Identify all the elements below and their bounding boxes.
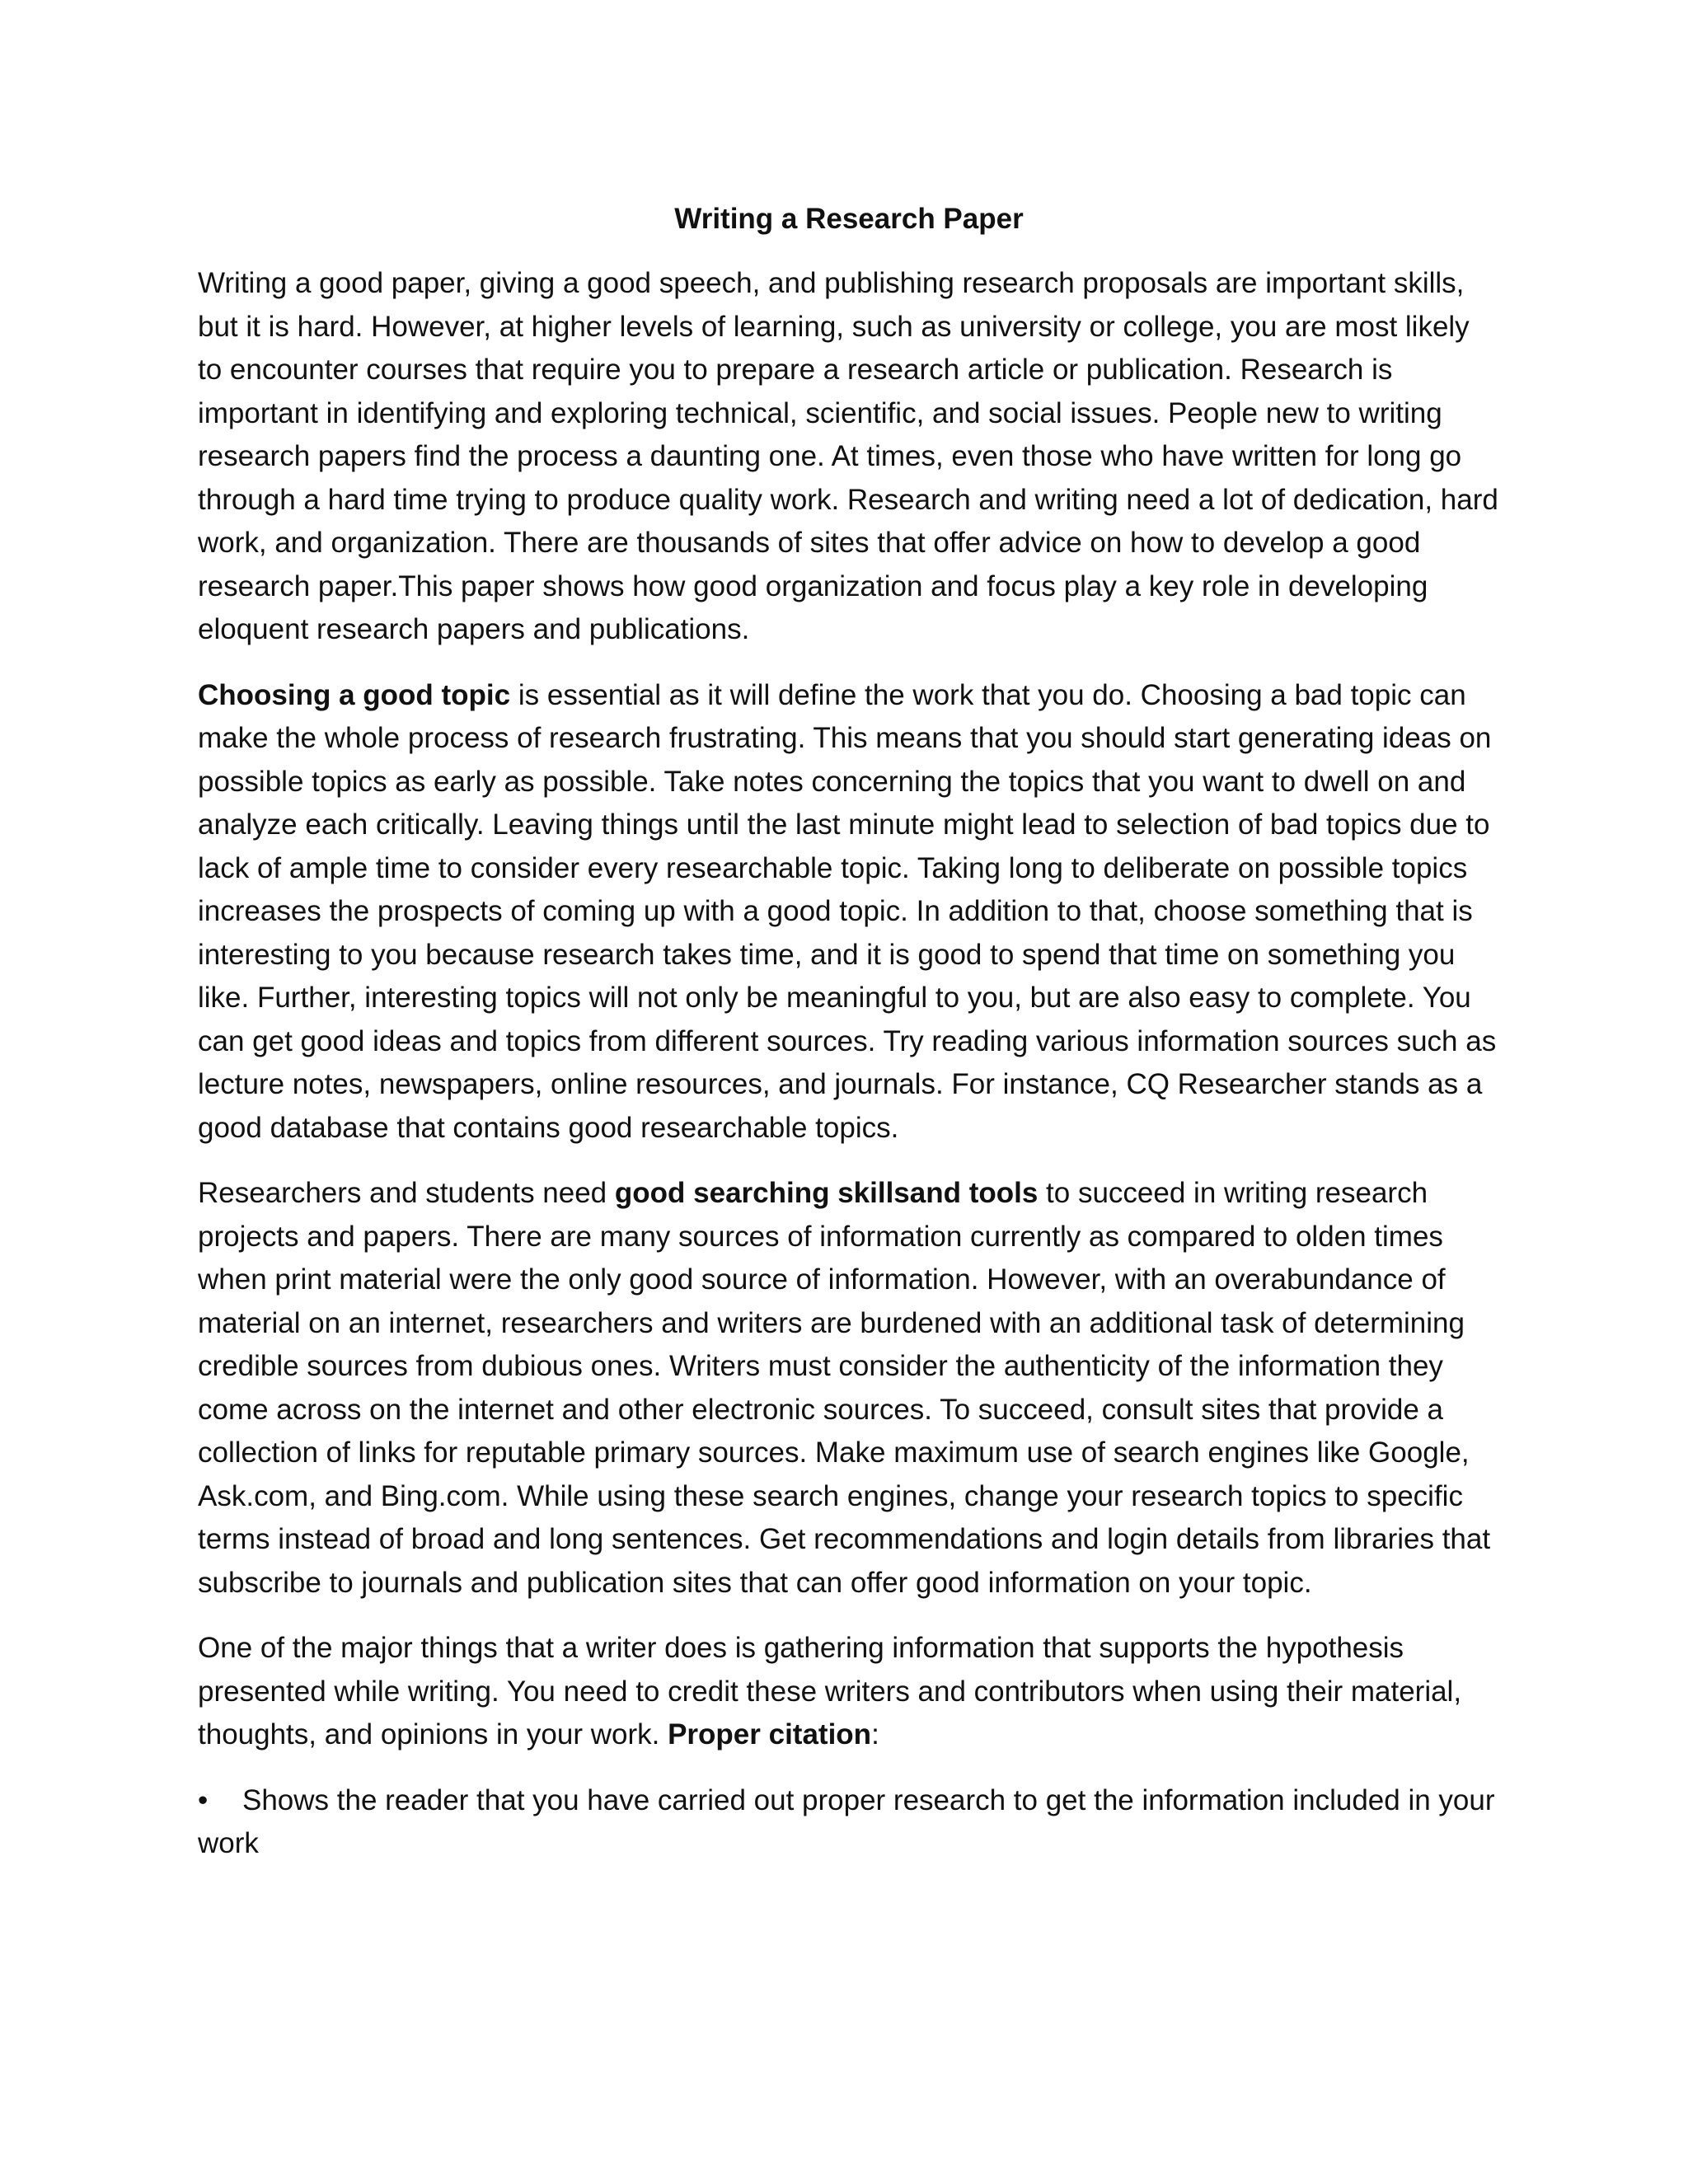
paragraph-citation-text: One of the major things that a writer does is gathering information that supports the hypothesis presented while writing. You need to credit these writers and contributors when using their material, thoughts, and opinions in your work. [198,1632,1462,1750]
document-body [198,198,1500,1866]
paragraph-intro: Writing a good paper, giving a good speech, and publishing research proposals are important skills, but it is hard. However, at higher levels of learning, such as university or college, you are most likely to encounter courses that require you to prepare a research article or publication. Research is important in identifying and exploring technical, scientific, and social issues. People new to writing research papers find the process a daunting one. At times, even those who have written for long go through a hard time trying to produce quality work. Research and writing need a lot of dedication, hard work, and organization. There are thousands of sites that offer advice on how to develop a good research paper.This paper shows how good organization and focus play a key role in developing eloquent research papers and publications. [198,267,1498,645]
bullet-icon: • [198,1783,209,1816]
paragraph-searching-skills-text: to succeed in writing research projects and papers. There are many sources of information currently as compared to olden times when print material were the only good source of information. However, with an overabundance of material on an internet, researchers and writers are burdened with an additional task of determining credible sources from dubious ones. Writers must consider the authenticity of the information they come across on the internet and other electronic sources. To succeed, consult sites that provide a collection of links for reputable primary sources. Make maximum use of search engines like Google, Ask.com, and Bing.com. While using these search engines, change your research topics to specific terms instead of broad and long sentences. Get recommendations and login details from libraries that subscribe to journals and publication sites that can offer good information on your topic. [198,1177,1491,1599]
bold-heading-choosing-topic: Choosing a good topic [198,678,511,711]
bold-heading-proper-citation: Proper citation [668,1718,872,1750]
paragraph-choosing-topic-text: is essential as it will define the work that you do. Choosing a bad topic can make the whole process of research frustrating. This means that you should start generating ideas on possible topics as early as possible. Take notes concerning the topics that you want to dwell on and analyze each critically. Leaving things until the last minute might lead to selection of bad topics due to lack of ample time to consider every researchable topic. Taking long to deliberate on possible topics increases the prospects of coming up with a good topic. In addition to that, choose something that is interesting to you because research takes time, and it is good to spend that time on something you like. Further, interesting topics will not only be meaningful to you, but are also easy to complete. You can get good ideas and topics from different sources. Try reading various information sources such as lecture notes, newspapers, online resources, and journals. For instance, CQ Researcher stands as a good database that contains good researchable topics. [198,678,1497,1144]
document-title: Writing a Research Paper [674,203,1024,235]
paragraph-citation [198,1627,1500,1757]
bullet-list-item [198,1779,1500,1866]
paragraph-searching-skills [198,1172,1500,1605]
bold-heading-searching-skills: good searching skillsand tools [614,1177,1039,1209]
bullet-list-item-text: Shows the reader that you have carried out proper research to get the information included in your work [198,1783,1495,1859]
paragraph-citation-end: : [871,1718,879,1750]
paragraph-searching-skills-start: Researchers and students need [198,1177,615,1209]
paragraph-choosing-topic [198,674,1500,1151]
